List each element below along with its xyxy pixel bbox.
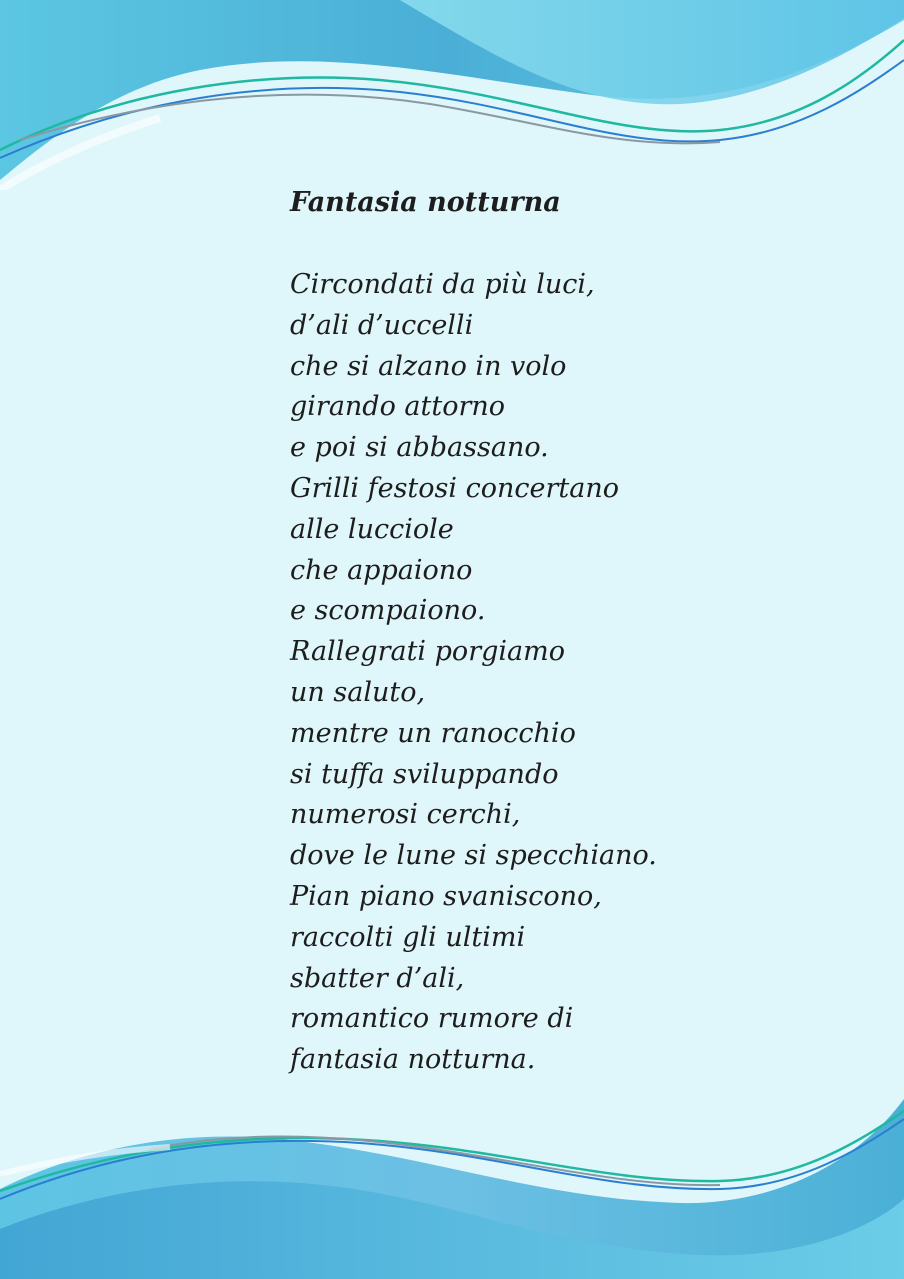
poem-line: un saluto, xyxy=(290,676,426,708)
poem-line: sbatter d’ali, xyxy=(290,962,465,994)
poem-line: e scompaiono. xyxy=(290,595,486,627)
poem-line: che appaiono xyxy=(290,554,473,586)
poem-line: alle lucciole xyxy=(290,513,454,545)
poem-line: numerosi cerchi, xyxy=(290,799,521,831)
poem-line: Pian piano svaniscono, xyxy=(290,880,602,912)
poem-line: Circondati da più luci, xyxy=(290,269,595,300)
poem-line: raccolti gli ultimi xyxy=(290,921,526,953)
poem-line: romantico rumore di xyxy=(290,1003,574,1035)
poem-line: fantasia notturna. xyxy=(290,1044,536,1076)
poem-line: si tuffa sviluppando xyxy=(290,758,559,790)
poem-line: che si alzano in volo xyxy=(290,350,567,382)
poem-line: e poi si abbassano. xyxy=(290,432,549,464)
poem-lines xyxy=(290,265,850,1081)
poem-title: Fantasia notturna xyxy=(290,187,561,218)
poem xyxy=(290,183,850,1081)
bottom-wave-decoration xyxy=(0,1079,904,1279)
poem-line: Grilli festosi concertano xyxy=(290,472,619,504)
poem-line: girando attorno xyxy=(290,391,506,423)
poem-line: d’ali d’uccelli xyxy=(290,309,474,341)
poem-line: mentre un ranocchio xyxy=(290,717,576,749)
poem-line: dove le lune si specchiano. xyxy=(290,840,657,872)
top-wave-decoration xyxy=(0,0,904,190)
poem-line: Rallegrati porgiamo xyxy=(290,636,565,668)
